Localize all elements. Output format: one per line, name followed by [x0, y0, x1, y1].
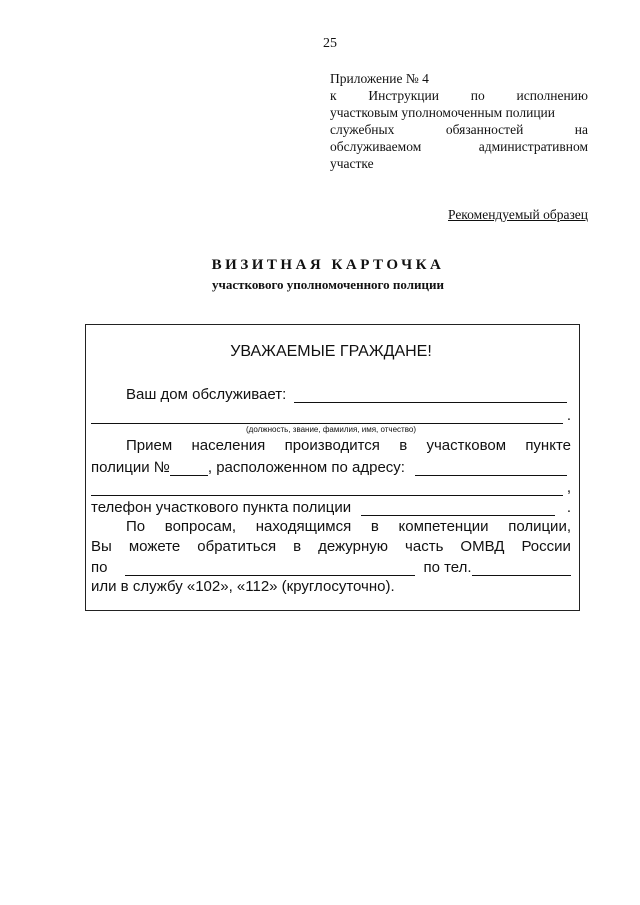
- appendix-note: [330, 70, 588, 172]
- appendix-line-4: [330, 138, 588, 155]
- word: России: [521, 538, 571, 555]
- word: находящимся: [255, 518, 352, 535]
- address-continuation-blank: [91, 481, 563, 496]
- word: по: [470, 88, 485, 103]
- word: часть: [405, 538, 444, 555]
- word: компетенции: [398, 518, 489, 535]
- appendix-line-3: [330, 121, 588, 138]
- police-number-blank: [170, 461, 208, 476]
- end-dot: .: [566, 499, 571, 516]
- word: производится: [284, 437, 380, 454]
- recommended-sample-label: Рекомендуемый образец: [447, 207, 588, 222]
- word: служебных: [330, 122, 395, 137]
- word: вопросам,: [164, 518, 237, 535]
- questions-row: [126, 518, 571, 536]
- word: в: [370, 518, 379, 535]
- phone-row: [91, 498, 571, 516]
- word: обратиться: [197, 538, 277, 555]
- card-title: ВИЗИТНАЯ КАРТОЧКА: [211, 257, 445, 273]
- officer-details-row: [91, 406, 571, 424]
- word: полиции,: [508, 518, 571, 535]
- word: Прием: [126, 437, 173, 454]
- word: Инструкции: [368, 88, 439, 103]
- located-at-label: , расположенном по адресу:: [207, 459, 405, 476]
- word: участковом: [426, 437, 507, 454]
- officer-details-blank: [91, 409, 563, 424]
- appendix-line-5: участке: [330, 156, 374, 171]
- officer-details-caption: (должность, звание, фамилия, имя, отчество): [246, 425, 416, 434]
- card-heading: УВАЖАЕМЫЕ ГРАЖДАНЕ!: [230, 343, 432, 360]
- served-by-row: [126, 385, 571, 403]
- card-subtitle: участкового уполномоченного полиции: [212, 277, 444, 292]
- word: исполнению: [516, 88, 588, 103]
- word: административном: [478, 139, 588, 154]
- officer-name-blank: [294, 388, 567, 403]
- phone-blank: [361, 501, 555, 516]
- duty-station-row: [91, 558, 571, 576]
- word: обслуживаемом: [330, 139, 422, 154]
- comma: ,: [566, 479, 571, 496]
- page-number: 25: [323, 36, 337, 51]
- reception-row: [126, 437, 571, 455]
- duty-phone-blank: [472, 561, 571, 576]
- business-card-frame: [85, 324, 580, 611]
- address-continuation-row: [91, 478, 571, 496]
- end-dot: .: [566, 407, 571, 424]
- word: на: [574, 122, 588, 137]
- word: ОМВД: [460, 538, 505, 555]
- address-blank: [415, 461, 567, 476]
- word: пункте: [525, 437, 571, 454]
- po-label: по: [91, 559, 108, 576]
- word: По: [126, 518, 146, 535]
- word: в: [293, 538, 302, 555]
- word: к: [330, 88, 337, 103]
- word: обязанностей: [445, 122, 524, 137]
- duty-station-blank: [125, 561, 415, 576]
- word: в: [399, 437, 408, 454]
- contact-row: [91, 538, 571, 556]
- police-point-row: [91, 458, 571, 476]
- phone-label: телефон участкового пункта полиции: [91, 499, 352, 516]
- appendix-title: Приложение № 4: [330, 71, 429, 86]
- word: Вы: [91, 538, 112, 555]
- emergency-services-line: или в службу «102», «112» (круглосуточно).: [91, 578, 395, 595]
- appendix-line-2: участковым уполномоченным полиции: [330, 105, 556, 120]
- served-by-label: Ваш дом обслуживает:: [126, 386, 287, 403]
- appendix-line-1: [330, 87, 588, 104]
- word: населения: [191, 437, 266, 454]
- police-number-label: полиции №: [91, 459, 170, 476]
- phone-tel-label: по тел.: [423, 559, 472, 576]
- word: можете: [128, 538, 181, 555]
- word: дежурную: [318, 538, 389, 555]
